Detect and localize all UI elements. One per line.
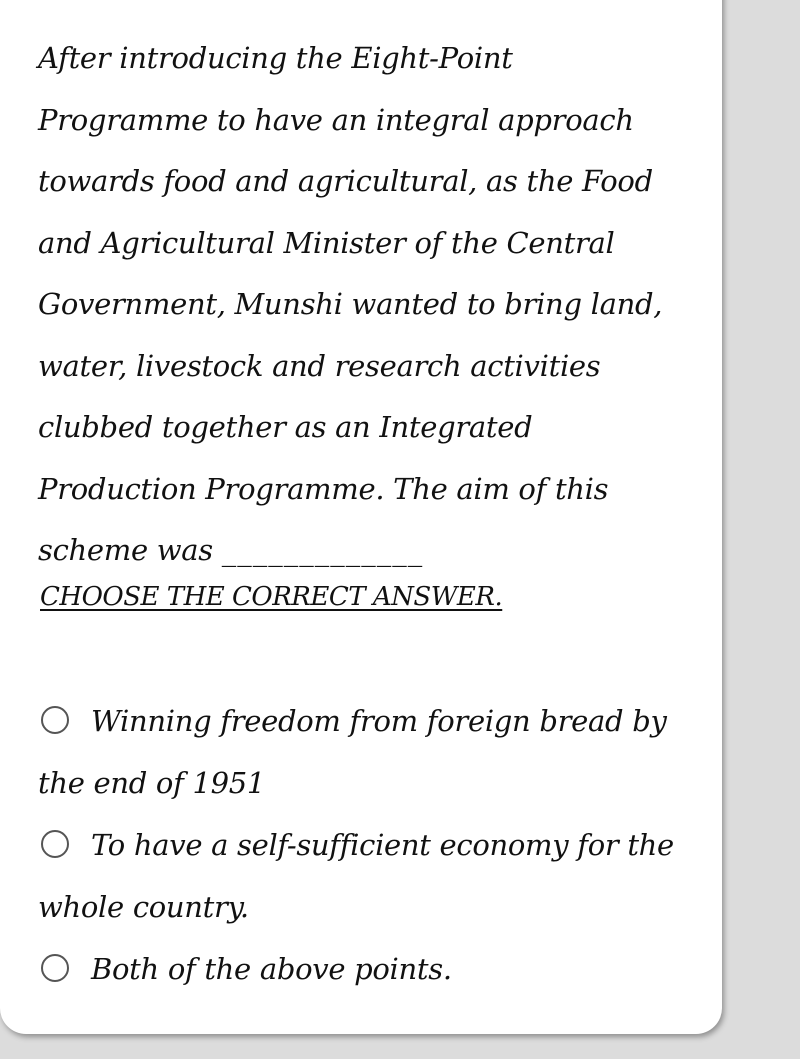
instruction-text: CHOOSE THE CORRECT ANSWER. — [40, 582, 503, 612]
answer-options — [38, 690, 698, 1000]
option-label: To have a self-sufficient economy for the whole country. — [38, 828, 674, 924]
option-3[interactable] — [38, 938, 698, 1000]
answer-blank: _____________ — [221, 533, 424, 567]
radio-circle-icon[interactable] — [41, 706, 69, 734]
question-text — [38, 28, 678, 582]
radio-circle-icon[interactable] — [41, 830, 69, 858]
radio-circle-icon[interactable] — [41, 954, 69, 982]
option-2[interactable] — [38, 814, 698, 938]
option-label: Both of the above points. — [91, 952, 452, 986]
option-label: Winning freedom from foreign bread by the end of 1951 — [38, 704, 667, 800]
question-body: After introducing the Eight-Point Programme to have an integral approach towards food and agricultural, as the Food and Agricultural Minister of the Central Government, Munshi wanted to bring land, water, livestock and research activities clubbed together as an Integrated Production Programme. The aim of this scheme was — [38, 41, 663, 567]
option-1[interactable] — [38, 690, 698, 814]
